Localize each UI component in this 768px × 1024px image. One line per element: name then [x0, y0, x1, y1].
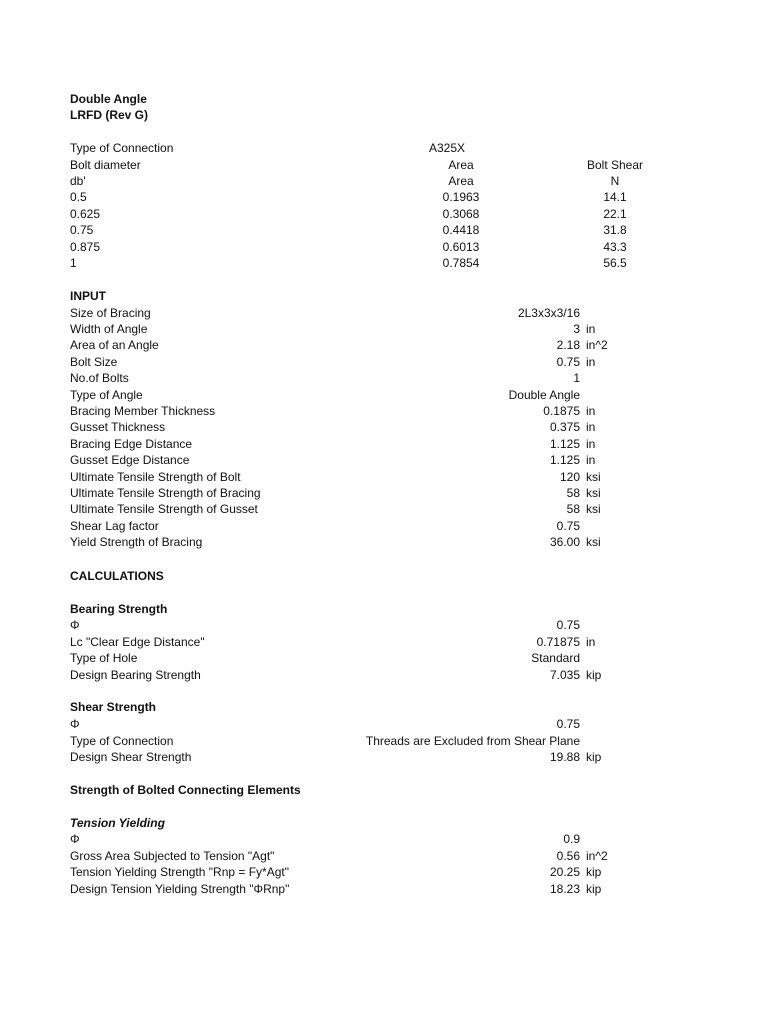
- input-heading-row: [70, 288, 670, 304]
- row-label: Φ: [70, 618, 80, 632]
- row-label: Lc "Clear Edge Distance": [70, 634, 205, 649]
- row-value: 20.25: [549, 865, 580, 879]
- row-value: 1: [573, 371, 580, 386]
- row-unit: in: [586, 403, 596, 418]
- row-label: Design Bearing Strength: [70, 667, 201, 682]
- row-label: Bracing Member Thickness: [70, 403, 216, 418]
- row-label: Type of Hole: [70, 651, 138, 665]
- area-header: Area: [448, 158, 474, 172]
- bolt-table-row: [70, 222, 670, 238]
- row-label: Tension Yielding Strength "Rnp = Fy*Agt": [70, 865, 289, 879]
- row-label: Design Tension Yielding Strength "ΦRnp": [70, 881, 290, 896]
- bolt-shear-cell: 43.3: [603, 239, 627, 254]
- row-label: Bracing Edge Distance: [70, 436, 193, 451]
- bearing-strength-heading: Bearing Strength: [70, 602, 168, 616]
- input-row: [70, 387, 670, 403]
- bolt-area-cell: 0.6013: [442, 239, 480, 254]
- row-unit: ksi: [586, 502, 601, 517]
- row-label: Bolt Size: [70, 354, 118, 369]
- bolt-area-cell: 0.3068: [442, 206, 480, 221]
- elements-heading-row: [70, 782, 670, 798]
- input-row: [70, 831, 670, 847]
- row-unit: in: [586, 436, 596, 451]
- area-subheader: Area: [448, 174, 474, 188]
- input-row: [70, 650, 670, 666]
- row-value: 0.75: [556, 354, 580, 369]
- bolt-diameter-label: Bolt diameter: [70, 158, 141, 172]
- row-value: Double Angle: [508, 387, 580, 402]
- input-row: [70, 419, 670, 435]
- input-row: [70, 436, 670, 452]
- input-row: [70, 864, 670, 880]
- row-unit: kip: [586, 881, 602, 896]
- row-value: 120: [559, 469, 580, 484]
- row-value: 7.035: [549, 667, 580, 682]
- row-label: Design Shear Strength: [70, 750, 192, 764]
- calc-heading-row: [70, 568, 670, 584]
- row-unit: ksi: [586, 535, 601, 550]
- bolt-diameter-cell: 0.75: [70, 223, 94, 237]
- row-value: 18.23: [549, 881, 580, 896]
- connecting-elements-heading: Strength of Bolted Connecting Elements: [70, 783, 301, 797]
- row-label: Type of Angle: [70, 387, 143, 402]
- row-label: Ultimate Tensile Strength of Bracing: [70, 485, 261, 500]
- row-value: 0.56: [556, 848, 580, 863]
- row-unit: ksi: [586, 485, 601, 500]
- row-value: 0.9: [563, 832, 580, 846]
- bolt-shear-subheader: N: [610, 174, 620, 188]
- input-row: [70, 469, 670, 485]
- row-label: Gusset Edge Distance: [70, 453, 190, 468]
- shear-heading-row: [70, 699, 670, 715]
- input-row: [70, 634, 670, 650]
- row-unit: kip: [586, 865, 602, 879]
- input-row: [70, 848, 670, 864]
- input-row: [70, 452, 670, 468]
- row-unit: in: [586, 321, 596, 336]
- row-value: 0.375: [549, 420, 580, 435]
- bearing-heading-row: [70, 601, 670, 617]
- calculations-heading: CALCULATIONS: [70, 569, 164, 583]
- row-label: Shear Lag factor: [70, 518, 159, 533]
- bolt-diameter-cell: 0.875: [70, 239, 101, 254]
- row-label: Φ: [70, 717, 80, 731]
- row-unit: in^2: [586, 848, 608, 863]
- bolt-diameter-cell: 1: [70, 256, 77, 270]
- row-unit: kip: [586, 667, 602, 682]
- bolt-shear-cell: 14.1: [603, 190, 627, 204]
- bolt-shear-header: Bolt Shear: [586, 158, 644, 172]
- bolt-subheader-row: [70, 173, 670, 189]
- row-label: Φ: [70, 832, 80, 846]
- doc-title-row: [70, 91, 670, 107]
- bolt-area-cell: 0.1963: [442, 190, 480, 204]
- bolt-shear-cell: 22.1: [603, 206, 627, 221]
- input-heading: INPUT: [70, 289, 106, 303]
- bolt-type-row: [70, 140, 670, 156]
- bolt-shear-cell: 31.8: [603, 223, 627, 237]
- row-label: Size of Bracing: [70, 305, 151, 320]
- bolt-diameter-cell: 0.5: [70, 190, 87, 204]
- row-value: 2L3x3x3/16: [517, 305, 580, 320]
- bolt-table-row: [70, 239, 670, 255]
- input-row: [70, 354, 670, 370]
- row-value: 36.00: [549, 535, 580, 550]
- row-label: Type of Connection: [70, 733, 174, 748]
- row-label: Yield Strength of Bracing: [70, 535, 203, 550]
- input-row: [70, 403, 670, 419]
- row-value: 3: [573, 321, 580, 336]
- doc-subtitle-row: [70, 107, 670, 123]
- bolt-area-cell: 0.4418: [442, 223, 480, 237]
- bolt-type-label: Type of Connection: [70, 141, 174, 155]
- row-unit: in: [586, 634, 596, 649]
- input-row: [70, 716, 670, 732]
- row-label: Gusset Thickness: [70, 420, 166, 435]
- row-unit: in: [586, 453, 596, 468]
- shear-strength-heading: Shear Strength: [70, 700, 157, 714]
- row-label: No.of Bolts: [70, 371, 129, 386]
- input-row: [70, 305, 670, 321]
- bolt-diameter-cell: 0.625: [70, 206, 101, 221]
- bolt-shear-cell: 56.5: [603, 256, 627, 270]
- input-row: [70, 337, 670, 353]
- input-row: [70, 749, 670, 765]
- bolt-type-value: A325X: [429, 141, 466, 155]
- row-value: Standard: [531, 651, 580, 665]
- row-value: 0.75: [556, 717, 580, 731]
- row-value: 58: [566, 502, 580, 517]
- bolt-header-row: [70, 157, 670, 173]
- row-value: Threads are Excluded from Shear Plane: [365, 733, 580, 748]
- row-value: 1.125: [549, 453, 580, 468]
- db-label: db': [70, 174, 86, 188]
- tension-yielding-heading: Tension Yielding: [70, 816, 165, 830]
- row-unit: in: [586, 354, 596, 369]
- bolt-area-cell: 0.7854: [442, 256, 480, 270]
- input-row: [70, 370, 670, 386]
- row-label: Width of Angle: [70, 321, 148, 336]
- input-row: [70, 617, 670, 633]
- row-value: 2.18: [556, 338, 580, 353]
- bolt-table-row: [70, 189, 670, 205]
- bolt-table-row: [70, 255, 670, 271]
- row-unit: in: [586, 420, 596, 435]
- input-row: [70, 321, 670, 337]
- row-value: 58: [566, 485, 580, 500]
- input-row: [70, 667, 670, 683]
- row-label: Ultimate Tensile Strength of Gusset: [70, 502, 258, 517]
- input-row: [70, 518, 670, 534]
- input-row: [70, 881, 670, 897]
- input-row: [70, 485, 670, 501]
- row-value: 0.75: [556, 618, 580, 632]
- row-unit: ksi: [586, 469, 601, 484]
- row-unit: in^2: [586, 338, 608, 353]
- row-value: 0.1875: [543, 403, 580, 418]
- row-value: 0.71875: [536, 634, 580, 649]
- row-unit: kip: [586, 750, 602, 764]
- input-row: [70, 501, 670, 517]
- input-row: [70, 733, 670, 749]
- row-value: 19.88: [549, 750, 580, 764]
- bolt-table-row: [70, 206, 670, 222]
- row-label: Area of an Angle: [70, 338, 159, 353]
- doc-subtitle: LRFD (Rev G): [70, 108, 148, 122]
- input-row: [70, 534, 670, 550]
- tension-heading-row: [70, 815, 670, 831]
- row-label: Ultimate Tensile Strength of Bolt: [70, 469, 241, 484]
- row-value: 0.75: [556, 518, 580, 533]
- doc-title: Double Angle: [70, 92, 147, 106]
- row-value: 1.125: [549, 436, 580, 451]
- row-label: Gross Area Subjected to Tension "Agt": [70, 848, 275, 863]
